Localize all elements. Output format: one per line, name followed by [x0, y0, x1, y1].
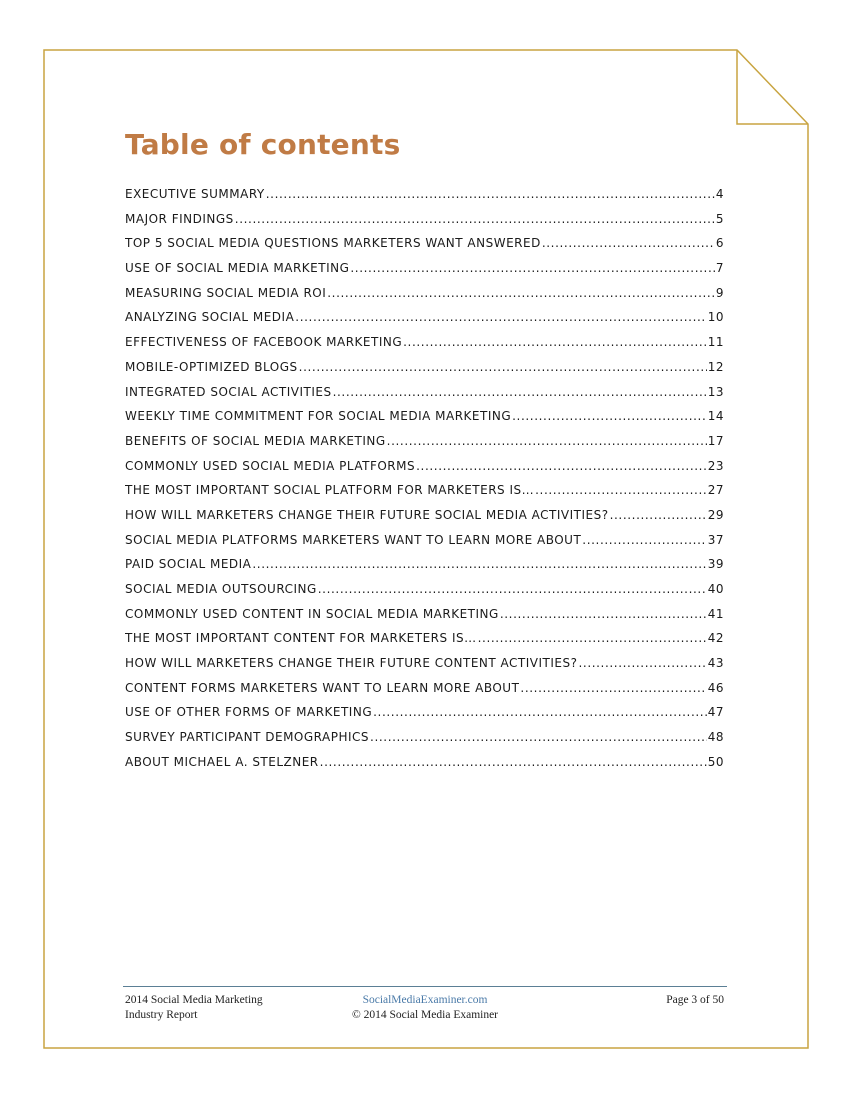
toc-dot-leader [370, 730, 707, 744]
toc-dot-leader [299, 360, 707, 374]
toc-entry[interactable] [125, 459, 724, 484]
toc-entry-page-number: 46 [707, 680, 724, 695]
toc-entry[interactable] [125, 335, 724, 360]
toc-entry-label: SOCIAL MEDIA OUTSOURCING [125, 582, 317, 596]
toc-dot-leader [582, 533, 706, 547]
toc-entry-label: SOCIAL MEDIA PLATFORMS MARKETERS WANT TO LEARN MORE ABOUT [125, 532, 582, 547]
toc-entry-label: CONTENT FORMS MARKETERS WANT TO LEARN MORE ABOUT [125, 680, 520, 695]
toc-entry[interactable] [125, 310, 724, 335]
toc-dot-leader [350, 261, 714, 275]
toc-dot-leader [403, 335, 707, 349]
toc-entry-page-number: 10 [707, 310, 724, 325]
toc-entry-page-number: 48 [707, 730, 724, 745]
toc-dot-leader [327, 286, 715, 300]
toc-entry[interactable] [125, 681, 724, 706]
toc-entry-page-number: 39 [707, 557, 724, 572]
footer-divider [123, 986, 727, 987]
toc-dot-leader [235, 212, 715, 226]
toc-entry[interactable] [125, 730, 724, 755]
toc-entry[interactable] [125, 360, 724, 385]
toc-entry-label: PAID SOCIAL MEDIA [125, 557, 252, 572]
footer-page-indicator: Page 3 of 50 [666, 994, 724, 1006]
toc-entry-page-number: 4 [715, 187, 724, 201]
footer-report-name-line2: Industry Report [125, 1008, 198, 1021]
toc-dot-leader [318, 582, 707, 596]
toc-entry-label: TOP 5 SOCIAL MEDIA QUESTIONS MARKETERS WANT ANSWERED [125, 236, 541, 251]
toc-dot-leader [333, 385, 707, 399]
toc-entry-page-number: 11 [707, 335, 724, 350]
toc-entry[interactable] [125, 483, 724, 508]
toc-entry-page-number: 13 [707, 384, 724, 399]
footer-publisher [340, 993, 510, 1022]
toc-entry-page-number: 40 [707, 582, 724, 596]
toc-entry[interactable] [125, 385, 724, 410]
toc-entry-page-number: 29 [707, 507, 724, 522]
toc-entry-label: ABOUT MICHAEL A. STELZNER [125, 754, 319, 769]
toc-entry-page-number: 9 [715, 285, 724, 300]
toc-entry-label: HOW WILL MARKETERS CHANGE THEIR FUTURE SOCIAL MEDIA ACTIVITIES? [125, 507, 609, 522]
toc-entry[interactable] [125, 557, 724, 582]
toc-entry-label: MEASURING SOCIAL MEDIA ROI [125, 285, 327, 300]
toc-entry[interactable] [125, 656, 724, 681]
footer-website-link[interactable]: SocialMediaExaminer.com [362, 994, 488, 1006]
toc-entry[interactable] [125, 508, 724, 533]
toc-entry-label: MOBILE-OPTIMIZED BLOGS [125, 359, 298, 374]
toc-dot-leader [266, 187, 715, 201]
toc-dot-leader [578, 656, 706, 670]
toc-entry-page-number: 43 [707, 656, 724, 671]
table-of-contents [125, 187, 724, 780]
toc-entry-label: COMMONLY USED CONTENT IN SOCIAL MEDIA MARKETING [125, 606, 499, 621]
toc-entry-label: COMMONLY USED SOCIAL MEDIA PLATFORMS [125, 458, 416, 473]
toc-entry[interactable] [125, 705, 724, 730]
toc-entry-label: THE MOST IMPORTANT CONTENT FOR MARKETERS IS… [125, 631, 477, 646]
toc-entry-page-number: 27 [707, 483, 724, 498]
toc-dot-leader [478, 631, 707, 645]
toc-dot-leader [520, 681, 706, 695]
toc-dot-leader [295, 310, 706, 324]
toc-entry-page-number: 41 [707, 606, 724, 621]
toc-entry[interactable] [125, 212, 724, 237]
toc-entry-label: BENEFITS OF SOCIAL MEDIA MARKETING [125, 433, 386, 448]
toc-entry-label: EFFECTIVENESS OF FACEBOOK MARKETING [125, 335, 403, 350]
toc-dot-leader [373, 705, 707, 719]
toc-entry[interactable] [125, 755, 724, 780]
toc-dot-leader [252, 557, 706, 571]
toc-dot-leader [542, 236, 715, 250]
toc-dot-leader [416, 459, 707, 473]
footer-report-name [125, 993, 263, 1022]
toc-entry[interactable] [125, 631, 724, 656]
toc-entry[interactable] [125, 607, 724, 632]
toc-dot-leader [512, 409, 707, 423]
toc-entry-page-number: 7 [715, 261, 724, 276]
toc-entry-label: WEEKLY TIME COMMITMENT FOR SOCIAL MEDIA MARKETING [125, 409, 512, 424]
footer-report-name-line1: 2014 Social Media Marketing [125, 994, 263, 1006]
toc-entry[interactable] [125, 236, 724, 261]
toc-entry[interactable] [125, 409, 724, 434]
toc-entry-label: EXECUTIVE SUMMARY [125, 187, 265, 201]
toc-entry[interactable] [125, 434, 724, 459]
toc-entry-page-number: 5 [715, 211, 724, 226]
toc-entry-page-number: 42 [707, 631, 724, 646]
toc-entry-label: THE MOST IMPORTANT SOCIAL PLATFORM FOR MARKETERS IS… [125, 483, 535, 498]
toc-entry-page-number: 14 [707, 409, 724, 424]
toc-entry-label: INTEGRATED SOCIAL ACTIVITIES [125, 384, 332, 399]
toc-entry-page-number: 12 [707, 359, 724, 374]
toc-entry-label: HOW WILL MARKETERS CHANGE THEIR FUTURE CONTENT ACTIVITIES? [125, 656, 578, 671]
toc-entry-label: USE OF SOCIAL MEDIA MARKETING [125, 261, 350, 276]
toc-dot-leader [535, 483, 707, 497]
toc-dot-leader [320, 755, 707, 769]
page-title: Table of contents [125, 128, 401, 161]
toc-dot-leader [387, 434, 707, 448]
toc-dot-leader [500, 607, 707, 621]
toc-entry-page-number: 50 [707, 754, 724, 769]
toc-entry-page-number: 47 [707, 705, 724, 720]
footer-copyright: © 2014 Social Media Examiner [351, 1008, 499, 1021]
toc-entry-page-number: 17 [707, 433, 724, 448]
toc-entry[interactable] [125, 187, 724, 212]
toc-entry[interactable] [125, 261, 724, 286]
toc-dot-leader [610, 508, 707, 522]
toc-entry-label: ANALYZING SOCIAL MEDIA [125, 310, 295, 325]
toc-entry-page-number: 6 [715, 236, 724, 251]
toc-entry-page-number: 37 [707, 532, 724, 547]
toc-entry-label: MAJOR FINDINGS [125, 211, 234, 226]
toc-entry-label: USE OF OTHER FORMS OF MARKETING [125, 705, 373, 720]
toc-entry-label: SURVEY PARTICIPANT DEMOGRAPHICS [125, 730, 370, 745]
toc-entry[interactable] [125, 582, 724, 607]
toc-entry[interactable] [125, 533, 724, 558]
toc-entry[interactable] [125, 286, 724, 311]
toc-entry-page-number: 23 [707, 458, 724, 473]
